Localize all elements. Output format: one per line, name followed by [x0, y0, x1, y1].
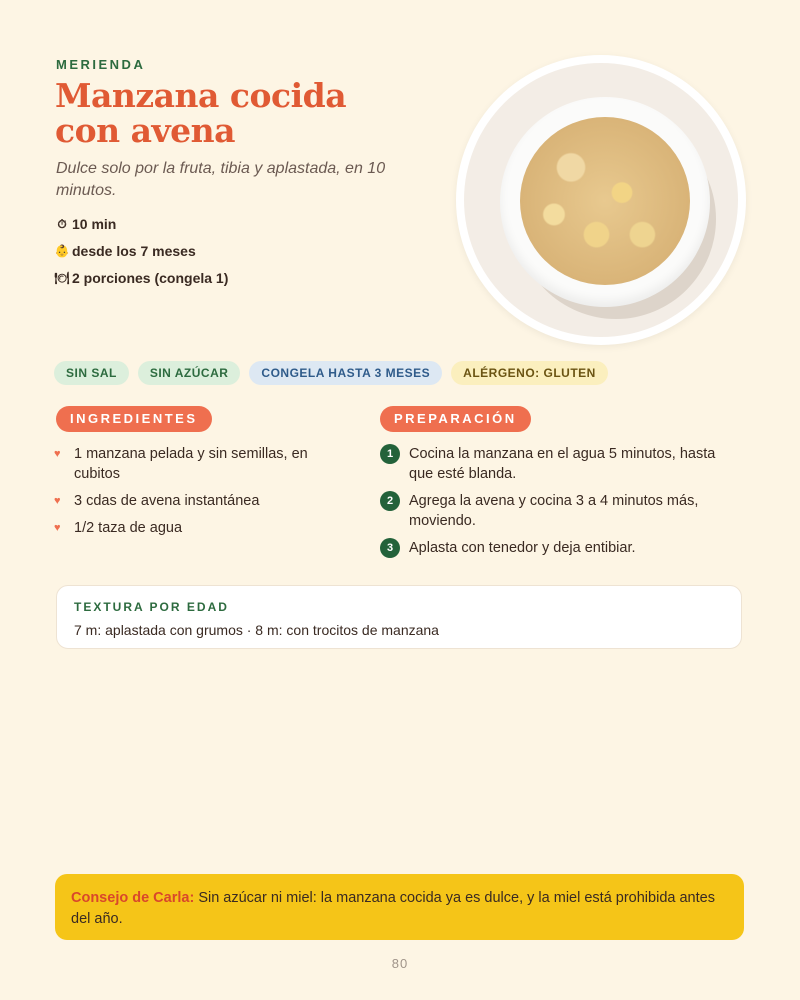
step-number-badge: 3 — [380, 538, 400, 558]
step-number-badge: 2 — [380, 491, 400, 511]
bowl — [500, 97, 710, 307]
tag-list — [54, 361, 617, 385]
heart-icon: ♥ — [54, 495, 61, 507]
step-text: Cocina la manzana en el agua 5 minutos, hasta que esté blanda. — [409, 446, 716, 482]
step-text: Aplasta con tenedor y deja entibiar. — [409, 540, 636, 556]
tip-label: Consejo de Carla: — [71, 890, 195, 906]
preparation-heading: PREPARACIÓN — [380, 406, 531, 432]
step-text: Agrega la avena y cocina 3 a 4 minutos más, moviendo. — [409, 493, 699, 529]
tip-text: Sin azúcar ni miel: la manzana cocida ya es dulce, y la miel está prohibida antes del año. — [71, 890, 715, 927]
porridge — [520, 117, 690, 285]
baby-icon: 👶 — [54, 244, 70, 258]
list-item — [380, 444, 730, 484]
page-number: 80 — [391, 956, 409, 971]
recipe-meta — [54, 214, 228, 295]
recipe-photo — [456, 55, 746, 345]
list-item — [54, 491, 334, 511]
texture-text: 7 m: aplastada con grumos · 8 m: con trocitos de manzana — [74, 622, 439, 638]
ingredient-text: 1/2 taza de agua — [74, 520, 183, 536]
ingredient-text: 1 manzana pelada y sin semillas, en cubitos — [74, 446, 308, 482]
tag-alergeno: ALÉRGENO: GLUTEN — [451, 361, 608, 385]
meta-portions-text: 2 porciones (congela 1) — [72, 270, 229, 286]
recipe-category: MERIENDA — [56, 57, 146, 72]
meta-portions — [54, 268, 228, 288]
meta-time — [54, 214, 228, 234]
list-item — [380, 538, 730, 558]
heart-icon: ♥ — [54, 448, 61, 460]
heart-icon: ♥ — [54, 522, 61, 534]
tag-congela: CONGELA HASTA 3 MESES — [249, 361, 442, 385]
meta-age-text: desde los 7 meses — [72, 243, 196, 259]
ingredients-heading: INGREDIENTES — [56, 406, 212, 432]
list-item — [54, 444, 334, 484]
meta-time-text: 10 min — [72, 216, 117, 232]
meta-age — [54, 241, 228, 261]
tag-sin-azucar: SIN AZÚCAR — [138, 361, 241, 385]
tip-box — [55, 874, 744, 940]
texture-by-age-box — [56, 585, 742, 649]
plate-icon: 🍽 — [54, 271, 70, 285]
recipe-subtitle: Dulce solo por la fruta, tibia y aplastada, en 10 minutos. — [56, 160, 386, 199]
list-item — [380, 491, 730, 531]
step-number-badge: 1 — [380, 444, 400, 464]
ingredient-text: 3 cdas de avena instantánea — [74, 493, 260, 509]
tag-sin-sal: SIN SAL — [54, 361, 129, 385]
list-item — [54, 518, 334, 538]
recipe-title: Manzana cocida con avena — [55, 76, 347, 150]
texture-label: TEXTURA POR EDAD — [74, 600, 229, 614]
plate — [464, 63, 738, 337]
preparation-list — [380, 444, 730, 565]
ingredients-list — [54, 444, 334, 545]
timer-icon: ⏱ — [57, 216, 67, 231]
